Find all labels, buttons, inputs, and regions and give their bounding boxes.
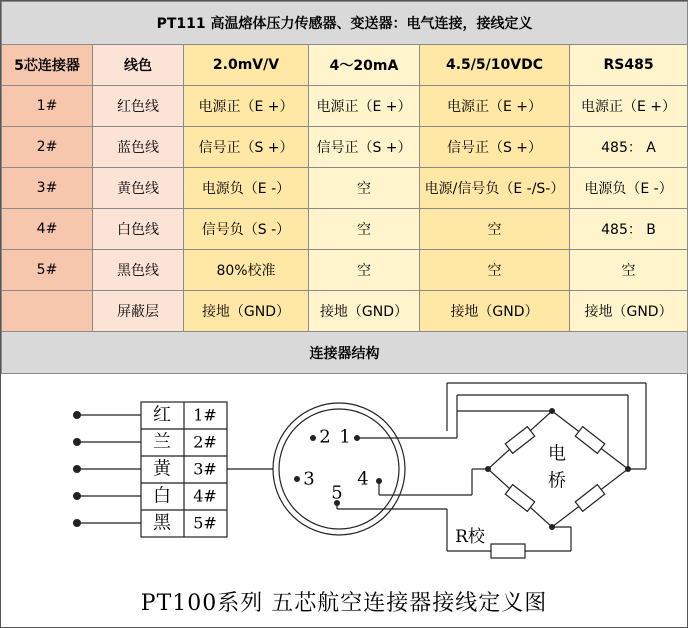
cell-vdc: 信号正（S +） [420,127,570,168]
resistor-label: R校 [455,527,485,547]
header-connector: 5芯连接器 [2,45,93,86]
wire-pin-label: 4# [193,486,217,506]
cell-vdc: 空 [420,209,570,250]
cell-connector: 2# [2,127,93,168]
table-row [2,291,688,332]
cell-rs485: 电源负（E -） [570,168,688,209]
pin-dot [376,478,382,484]
cell-wire-color: 屏蔽层 [93,291,184,332]
header-rs485: RS485 [570,45,688,86]
table-row [2,127,688,168]
cell-rs485: 空 [570,250,688,291]
wire-terminal-dot [73,411,81,419]
cell-connector: 4# [2,209,93,250]
wire-terminal-dot [73,492,81,500]
wire-terminal-dot [73,465,81,473]
cell-wire-color: 黄色线 [93,168,184,209]
wire-pin-label: 5# [193,513,217,533]
wire-color-label: 黄 [153,458,171,480]
connector-housing [273,403,405,535]
pin-number: 4 [357,468,369,490]
cell-wire-color: 红色线 [93,86,184,127]
wire-pin-label: 1# [193,405,217,425]
cell-wire-color: 蓝色线 [93,127,184,168]
pin-number: 2 [319,426,331,448]
cell-connector: 3# [2,168,93,209]
header-vdc: 4.5/5/10VDC [420,45,570,86]
table-row [2,168,688,209]
cell-rs485: 485： A [570,127,688,168]
pin-dot [354,435,360,441]
calibration-resistor [491,544,525,558]
header-ma: 4～20mA [309,45,420,86]
cell-mv: 接地（GND） [184,291,309,332]
pin-number: 5 [331,482,343,504]
cell-connector: 5# [2,250,93,291]
section-title: 连接器结构 [2,332,688,374]
table-header-row [2,45,688,86]
header-mv: 2.0mV/V [184,45,309,86]
wire-color-label: 白 [153,485,171,507]
cell-ma: 空 [309,250,420,291]
cell-ma: 电源正（E +） [309,86,420,127]
cell-rs485: 接地（GND） [570,291,688,332]
pin-dot [310,435,316,441]
cell-mv: 信号负（S -） [184,209,309,250]
bridge-label: 桥 [548,470,566,492]
wire-pin-label: 2# [193,432,217,452]
wire-terminal-dot [73,438,81,446]
cell-vdc: 电源/信号负（E -/S-） [420,168,570,209]
pin-number: 1 [339,426,351,448]
cell-mv: 电源负（E -） [184,168,309,209]
cell-mv: 电源正（E +） [184,86,309,127]
wire-color-label: 红 [153,404,171,426]
cell-mv: 80%校准 [184,250,309,291]
wheatstone-bridge [488,411,628,527]
pin-number: 3 [303,468,315,490]
cell-rs485: 电源正（E +） [570,86,688,127]
cell-wire-color: 白色线 [93,209,184,250]
diagram-caption: PT100系列 五芯航空连接器接线定义图 [140,591,548,616]
cell-ma: 接地（GND） [309,291,420,332]
wire-color-label: 黑 [153,512,171,534]
cell-ma: 空 [309,209,420,250]
cell-mv: 信号正（S +） [184,127,309,168]
cell-vdc: 接地（GND） [420,291,570,332]
pin-dot [294,476,300,482]
wire-terminal-dot [73,519,81,527]
table-row [2,209,688,250]
table-row [2,86,688,127]
cell-wire-color: 黑色线 [93,250,184,291]
wire-pin-label: 3# [193,459,217,479]
table-row [2,250,688,291]
cell-vdc: 电源正（E +） [420,86,570,127]
table-title: PT111 高温熔体压力传感器、变送器：电气连接，接线定义 [2,2,688,45]
cell-ma: 信号正（S +） [309,127,420,168]
wire-color-label: 兰 [153,431,171,453]
cell-connector: 1# [2,86,93,127]
cell-connector [2,291,93,332]
wiring-table [1,1,688,374]
cell-rs485: 485： B [570,209,688,250]
cell-vdc: 空 [420,250,570,291]
bridge-label: 电 [548,443,566,465]
header-wire-color: 线色 [93,45,184,86]
cell-ma: 空 [309,168,420,209]
